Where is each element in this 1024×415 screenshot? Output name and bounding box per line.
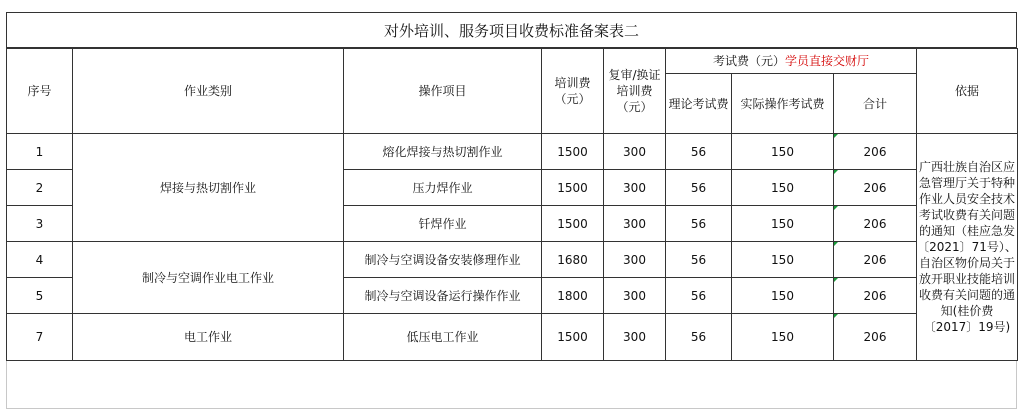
- cell-total: [834, 170, 917, 206]
- cell-theory: 56: [666, 170, 732, 206]
- header-review-fee: 复审/换证培训费（元）: [604, 49, 666, 134]
- cell-total: [834, 134, 917, 170]
- header-seq: 序号: [7, 49, 73, 134]
- cell-project: 制冷与空调设备安装修理作业: [344, 242, 542, 278]
- cell-training: 1680: [542, 242, 604, 278]
- header-total: 合计: [834, 74, 917, 134]
- cell-total: [834, 242, 917, 278]
- cell-seq: 7: [7, 314, 73, 361]
- cell-theory: 56: [666, 242, 732, 278]
- cell-practical: 150: [732, 134, 834, 170]
- comment-marker: [834, 278, 838, 282]
- comment-marker: [834, 170, 838, 174]
- cell-review: 300: [604, 134, 666, 170]
- cell-total-value: 206: [863, 144, 887, 159]
- table-row: [7, 242, 1018, 278]
- cell-total-value: 206: [863, 252, 887, 267]
- cell-training: 1500: [542, 206, 604, 242]
- header-practical-exam: 实际操作考试费: [732, 74, 834, 134]
- cell-total: [834, 314, 917, 361]
- cell-total-value: 206: [863, 216, 887, 231]
- cell-practical: 150: [732, 314, 834, 361]
- comment-marker: [834, 242, 838, 246]
- empty-sheet-area: [6, 361, 1017, 409]
- header-training-fee: 培训费（元）: [542, 49, 604, 134]
- cell-total: [834, 278, 917, 314]
- cell-seq: 1: [7, 134, 73, 170]
- header-exam-fee-note: 学员直接交财厅: [785, 54, 870, 68]
- cell-training: 1800: [542, 278, 604, 314]
- cell-seq: 4: [7, 242, 73, 278]
- cell-total-value: 206: [863, 180, 887, 195]
- table-row: [7, 314, 1018, 361]
- cell-practical: 150: [732, 242, 834, 278]
- header-exam-fee: [666, 49, 917, 74]
- cell-category: 焊接与热切割作业: [73, 134, 344, 242]
- cell-review: 300: [604, 314, 666, 361]
- header-exam-fee-label: 考试费（元）: [712, 54, 785, 68]
- comment-marker: [834, 314, 838, 318]
- cell-practical: 150: [732, 278, 834, 314]
- cell-project: 低压电工作业: [344, 314, 542, 361]
- comment-marker: [834, 206, 838, 210]
- cell-total-value: 206: [863, 288, 887, 303]
- cell-theory: 56: [666, 314, 732, 361]
- header-basis: 依据: [917, 49, 1018, 134]
- header-project: 操作项目: [344, 49, 542, 134]
- cell-total: [834, 206, 917, 242]
- cell-practical: 150: [732, 206, 834, 242]
- cell-seq: 3: [7, 206, 73, 242]
- table-title: 对外培训、服务项目收费标准备案表二: [6, 12, 1017, 48]
- cell-basis: 广西壮族自治区应急管理厅关于特种作业人员安全技术考试收费有关问题的通知（桂应急发〔2021〕71号）、自治区物价局关于放开职业技能培训收费有关问题的通知(桂价费〔2017〕19号): [917, 134, 1018, 361]
- cell-project: 压力焊作业: [344, 170, 542, 206]
- cell-practical: 150: [732, 170, 834, 206]
- cell-training: 1500: [542, 134, 604, 170]
- cell-category: 电工作业: [73, 314, 344, 361]
- cell-category: 制冷与空调作业电工作业: [73, 242, 344, 314]
- cell-training: 1500: [542, 314, 604, 361]
- comment-marker: [834, 134, 838, 138]
- cell-training: 1500: [542, 170, 604, 206]
- cell-project: 熔化焊接与热切割作业: [344, 134, 542, 170]
- cell-theory: 56: [666, 206, 732, 242]
- cell-seq: 2: [7, 170, 73, 206]
- cell-total-value: 206: [863, 330, 887, 344]
- cell-review: 300: [604, 206, 666, 242]
- cell-review: 300: [604, 170, 666, 206]
- header-theory-exam: 理论考试费: [666, 74, 732, 134]
- header-category: 作业类别: [73, 49, 344, 134]
- cell-project: 制冷与空调设备运行操作作业: [344, 278, 542, 314]
- table-row: [7, 134, 1018, 170]
- cell-theory: 56: [666, 134, 732, 170]
- cell-review: 300: [604, 278, 666, 314]
- cell-theory: 56: [666, 278, 732, 314]
- cell-seq: 5: [7, 278, 73, 314]
- cell-review: 300: [604, 242, 666, 278]
- fee-table: [6, 48, 1018, 361]
- cell-project: 钎焊作业: [344, 206, 542, 242]
